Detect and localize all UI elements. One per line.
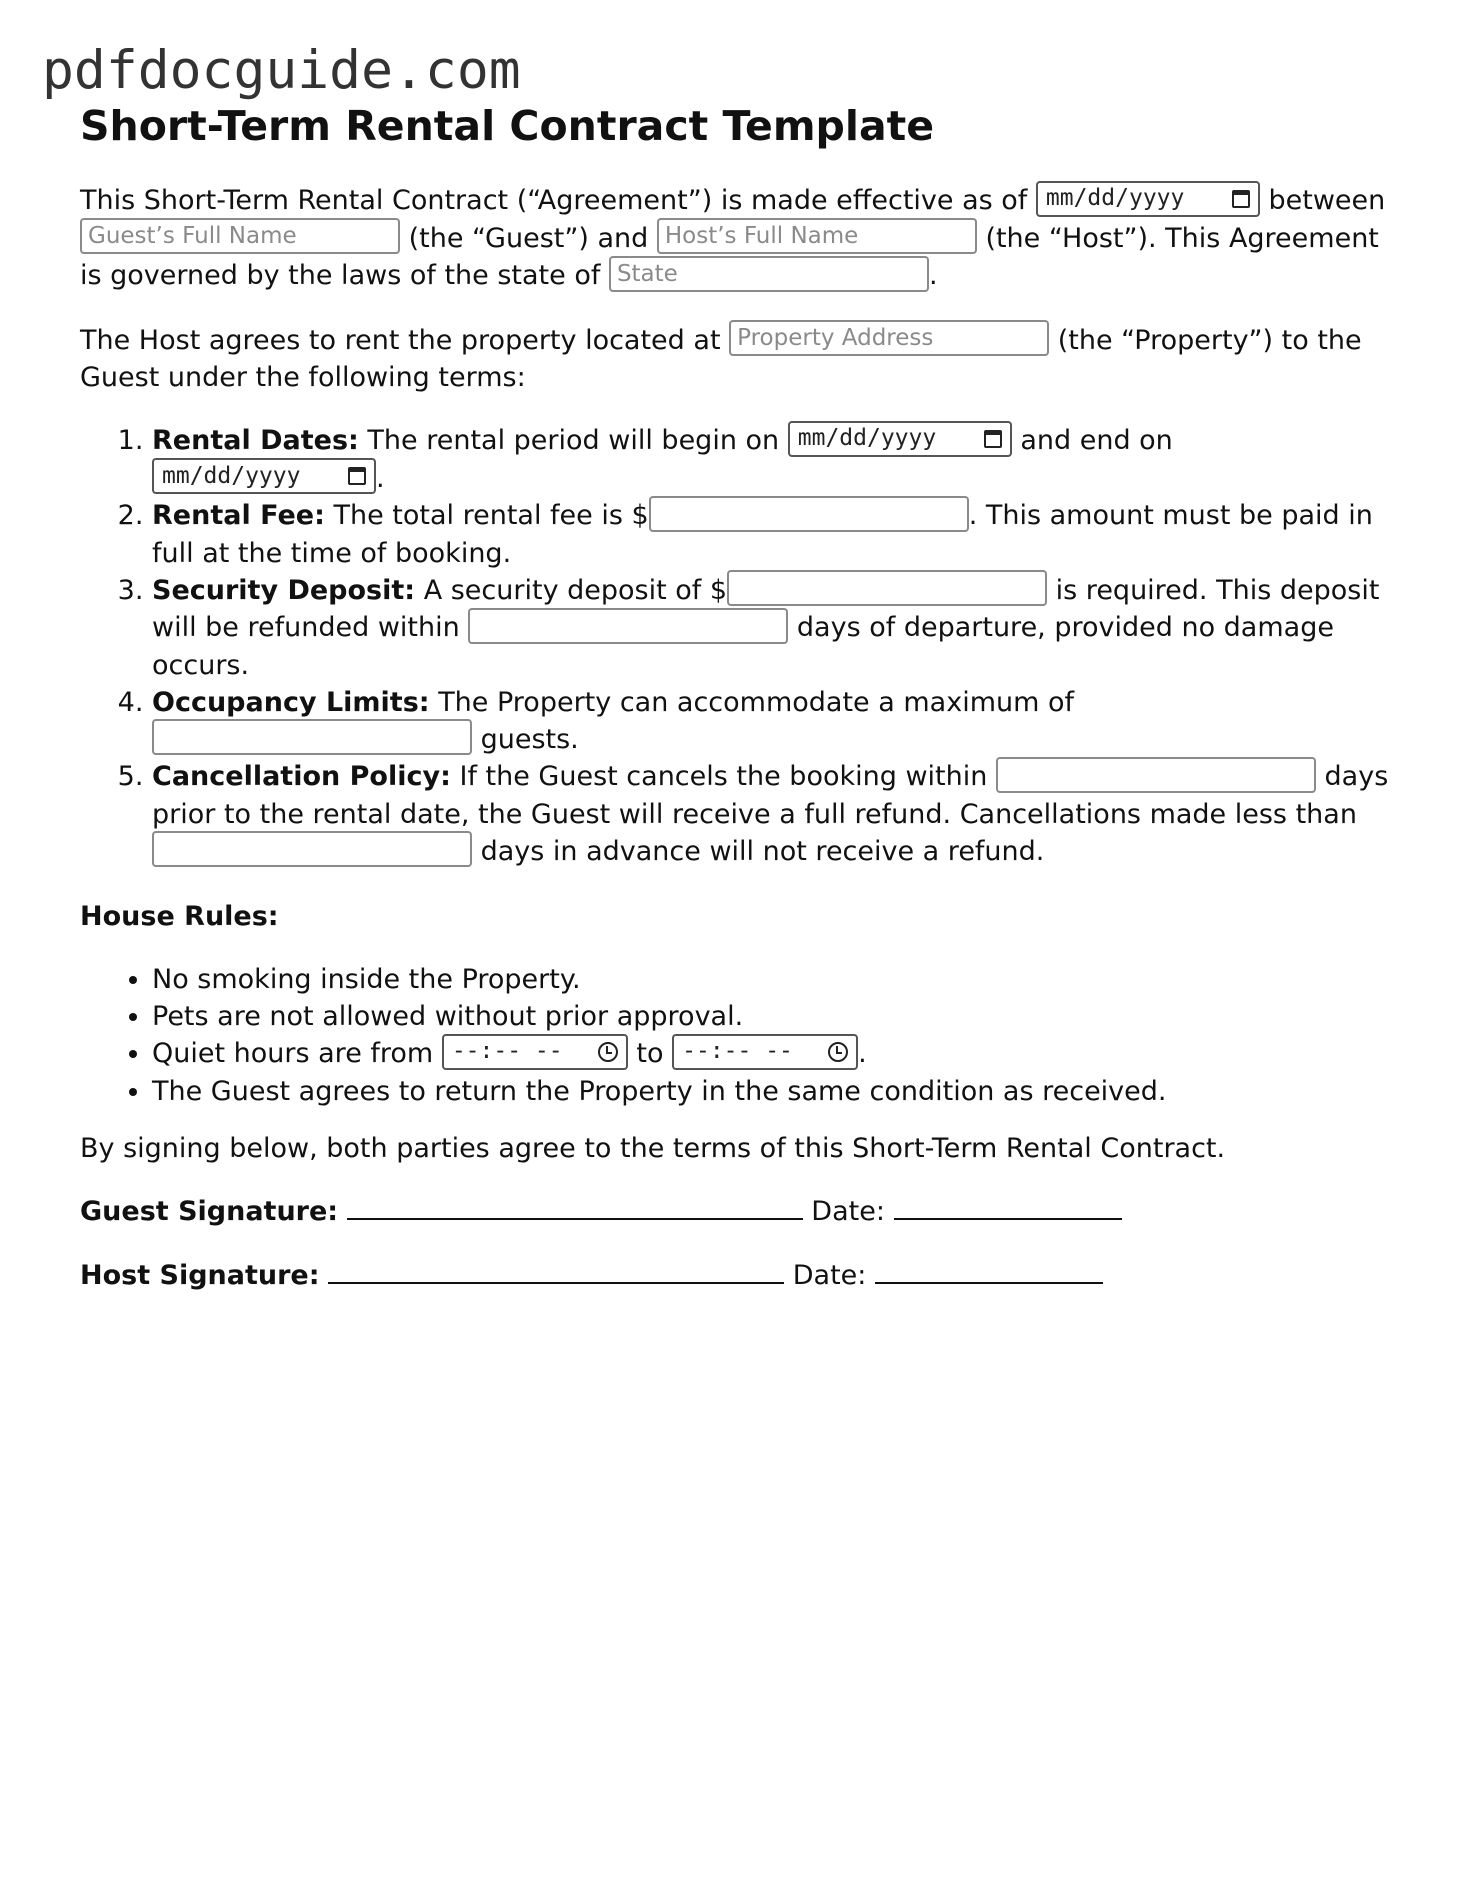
term-text: If the Guest cancels the booking within	[459, 761, 988, 792]
term-text: is required. This deposit will be refunded within	[152, 574, 1380, 643]
term-text: The rental period will begin on	[367, 425, 780, 456]
closing-statement: By signing below, both parties agree to the terms of this Short-Term Rental Contract.	[80, 1132, 1226, 1164]
term-text: days of departure, provided no damage occurs.	[152, 612, 1334, 681]
term-text: days in advance will not receive a refund.	[480, 835, 1045, 867]
intro-paragraph	[80, 182, 1400, 295]
host-signature-line	[80, 1256, 1400, 1294]
term-rental-dates	[152, 422, 1400, 497]
calendar-icon[interactable]	[1232, 190, 1250, 208]
term-text: The total rental fee is $	[333, 500, 649, 531]
document-body	[80, 96, 1400, 1294]
state-field[interactable]: State	[609, 256, 929, 292]
date-placeholder: mm/dd/yyyy	[797, 425, 937, 451]
rule-text: .	[858, 1038, 867, 1069]
intro-text-5: .	[928, 260, 938, 291]
rule-item: • Pets are not allowed without prior approval.	[152, 998, 1400, 1035]
rental-fee-field[interactable]	[649, 496, 969, 532]
host-signature-blank[interactable]	[328, 1256, 784, 1284]
guest-date-blank[interactable]	[894, 1192, 1122, 1220]
host-signature-label: Host Signature:	[80, 1259, 320, 1291]
max-guests-field[interactable]	[152, 719, 472, 755]
time-placeholder: --:-- --	[451, 1038, 563, 1064]
clock-icon[interactable]	[598, 1042, 618, 1062]
page-title: Short-Term Rental Contract Template	[80, 102, 935, 150]
term-text: days prior to the rental date, the Guest will receive a full refund. Cancellations made less than	[152, 761, 1389, 830]
house-rules-title: House Rules:	[80, 901, 279, 932]
host-name-field[interactable]: Host’s Full Name	[657, 218, 977, 254]
rule-text: Quiet hours are from	[152, 1038, 434, 1069]
no-refund-days-field[interactable]	[152, 831, 472, 867]
rule-item: • No smoking inside the Property.	[152, 961, 1400, 998]
date-label: Date:	[811, 1195, 885, 1227]
refund-days-field[interactable]	[468, 608, 788, 644]
term-text: .	[376, 462, 385, 494]
intro-text-3: (the “Guest”) and	[408, 222, 649, 254]
term-occupancy-limits	[152, 684, 1400, 759]
intro-text-4: (the “Host”). This Agreement is governed by the laws of the state of	[80, 222, 1379, 291]
date-placeholder: mm/dd/yyyy	[162, 462, 301, 489]
term-label: Cancellation Policy:	[152, 761, 451, 792]
security-deposit-field[interactable]	[727, 570, 1047, 606]
watermark-logo: pdfdocguide.com	[42, 40, 521, 101]
calendar-icon[interactable]	[348, 467, 366, 485]
intro-text-2: between	[1268, 185, 1386, 216]
rule-item: • The Guest agrees to return the Property in the same condition as received.	[152, 1073, 1400, 1110]
calendar-icon[interactable]	[984, 430, 1002, 448]
guest-signature-line	[80, 1192, 1400, 1230]
property-text-2: (the “Property”) to the Guest under the following terms:	[80, 324, 1362, 393]
term-label: Rental Fee:	[152, 500, 325, 531]
intro-text-1: This Short-Term Rental Contract (“Agreement”) is made effective as of	[80, 185, 1028, 216]
term-label: Security Deposit:	[152, 574, 416, 606]
full-refund-days-field[interactable]	[996, 757, 1316, 793]
term-text: and end on	[1020, 425, 1173, 456]
guest-name-field[interactable]: Guest’s Full Name	[80, 218, 400, 254]
term-cancellation-policy	[152, 758, 1400, 870]
term-text: A security deposit of $	[423, 574, 728, 606]
rental-end-date-input[interactable]	[152, 458, 376, 494]
term-label: Occupancy Limits:	[152, 686, 430, 718]
term-text: guests.	[480, 723, 579, 755]
term-text: . This amount must be paid in full at the time of booking.	[152, 500, 1373, 569]
term-rental-fee	[152, 497, 1400, 572]
quiet-start-time-input[interactable]	[442, 1034, 628, 1070]
rental-start-date-input[interactable]	[788, 421, 1012, 457]
host-date-blank[interactable]	[875, 1256, 1103, 1284]
rule-text: to	[636, 1038, 664, 1069]
terms-list	[80, 422, 1400, 870]
date-label: Date:	[792, 1259, 867, 1291]
house-rules-list	[80, 961, 1400, 1110]
clock-icon[interactable]	[828, 1042, 848, 1062]
property-address-field[interactable]: Property Address	[729, 320, 1049, 356]
time-placeholder: --:-- --	[682, 1038, 793, 1064]
property-text-1: The Host agrees to rent the property located at	[80, 324, 721, 356]
property-paragraph	[80, 322, 1400, 397]
guest-signature-label: Guest Signature:	[80, 1195, 339, 1227]
date-placeholder: mm/dd/yyyy	[1045, 185, 1185, 211]
effective-date-input[interactable]	[1036, 181, 1260, 217]
term-label: Rental Dates:	[152, 425, 359, 456]
guest-signature-blank[interactable]	[347, 1192, 803, 1220]
term-text: The Property can accommodate a maximum of	[438, 686, 1075, 718]
quiet-end-time-input[interactable]	[672, 1034, 858, 1070]
term-security-deposit	[152, 572, 1400, 684]
rule-item-quiet-hours	[152, 1035, 1400, 1073]
